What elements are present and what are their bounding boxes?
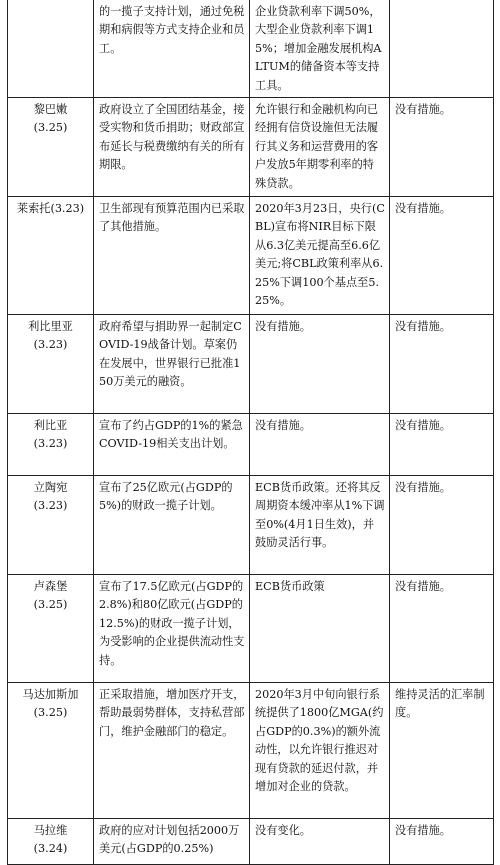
fiscal-measures-cell: 政府设立了全国团结基金，接受实物和货币捐助；财政部宣布延长与税费缴纳有关的所有期限。 — [94, 98, 250, 197]
country-cell: 利比亚 (3.23) — [8, 414, 94, 476]
table-row — [8, 476, 494, 575]
country-cell: 利比里亚 (3.23) — [8, 315, 94, 414]
table-row — [8, 819, 494, 865]
exchange-measures-cell: 没有措施。 — [390, 819, 494, 865]
table-row — [8, 197, 494, 315]
table-row — [8, 575, 494, 683]
country-cell: 卢森堡 (3.25) — [8, 575, 94, 683]
exchange-measures-cell: 没有措施。 — [390, 414, 494, 476]
country-cell — [8, 0, 94, 98]
monetary-measures-cell: 2020年3月中旬向银行系统提供了1800亿MGA(约占GDP的0.3%)的额外流动性，以允许银行推迟对现有贷款的延迟付款，并增加对企业的贷款。 — [250, 683, 390, 819]
policy-measures-table — [7, 0, 494, 865]
policy-table-page — [7, 0, 493, 856]
fiscal-measures-cell: 的一揽子支持计划，通过免税期和病假等方式支持企业和员工。 — [94, 0, 250, 98]
country-cell: 马达加斯加 (3.25) — [8, 683, 94, 819]
table-row — [8, 98, 494, 197]
fiscal-measures-cell: 卫生部现有预算范围内已采取了其他措施。 — [94, 197, 250, 315]
table-body — [8, 0, 494, 865]
country-cell: 莱索托(3.23) — [8, 197, 94, 315]
country-cell: 马拉维 (3.24) — [8, 819, 94, 865]
monetary-measures-cell: 企业贷款利率下调50%，大型企业贷款利率下调15%；增加金融发展机构ALTUM的储备资本等支持工具。 — [250, 0, 390, 98]
exchange-measures-cell: 没有措施。 — [390, 476, 494, 575]
exchange-measures-cell: 没有措施。 — [390, 575, 494, 683]
monetary-measures-cell: ECB货币政策 — [250, 575, 390, 683]
exchange-measures-cell: 维持灵活的汇率制度。 — [390, 683, 494, 819]
country-cell: 立陶宛 (3.23) — [8, 476, 94, 575]
monetary-measures-cell: ECB货币政策。还将其反周期资本缓冲率从1%下调至0%(4月1日生效)，并鼓励灵活行事。 — [250, 476, 390, 575]
monetary-measures-cell: 没有措施。 — [250, 315, 390, 414]
fiscal-measures-cell: 正采取措施，增加医疗开支，帮助最弱势群体，支持私营部门，维护金融部门的稳定。 — [94, 683, 250, 819]
fiscal-measures-cell: 宣布了17.5亿欧元(占GDP的2.8%)和80亿欧元(占GDP的12.5%)的财政一揽子计划，为受影响的企业提供流动性支持。 — [94, 575, 250, 683]
exchange-measures-cell: 没有措施。 — [390, 315, 494, 414]
fiscal-measures-cell: 宣布了约占GDP的1%的紧急COVID-19相关支出计划。 — [94, 414, 250, 476]
exchange-measures-cell — [390, 0, 494, 98]
table-row — [8, 0, 494, 98]
exchange-measures-cell: 没有措施。 — [390, 197, 494, 315]
exchange-measures-cell: 没有措施。 — [390, 98, 494, 197]
monetary-measures-cell: 允许银行和金融机构向已经拥有信贷设施但无法履行其义务和运营费用的客户发放5年期零利率的特殊贷款。 — [250, 98, 390, 197]
fiscal-measures-cell: 政府的应对计划包括2000万美元(占GDP的0.25%) — [94, 819, 250, 865]
table-row — [8, 414, 494, 476]
table-row — [8, 683, 494, 819]
table-row — [8, 315, 494, 414]
monetary-measures-cell: 没有变化。 — [250, 819, 390, 865]
fiscal-measures-cell: 政府希望与捐助界一起制定COVID-19战备计划。草案仍在发展中，世界银行已批准150万美元的融资。 — [94, 315, 250, 414]
monetary-measures-cell: 2020年3月23日，央行(CBL)宣布将NIR目标下限从6.3亿美元提高至6.6亿美元;将CBL政策利率从6.25%下调100个基点至5.25%。 — [250, 197, 390, 315]
fiscal-measures-cell: 宣布了25亿欧元(占GDP的5%)的财政一揽子计划。 — [94, 476, 250, 575]
country-cell: 黎巴嫩 (3.25) — [8, 98, 94, 197]
monetary-measures-cell: 没有措施。 — [250, 414, 390, 476]
